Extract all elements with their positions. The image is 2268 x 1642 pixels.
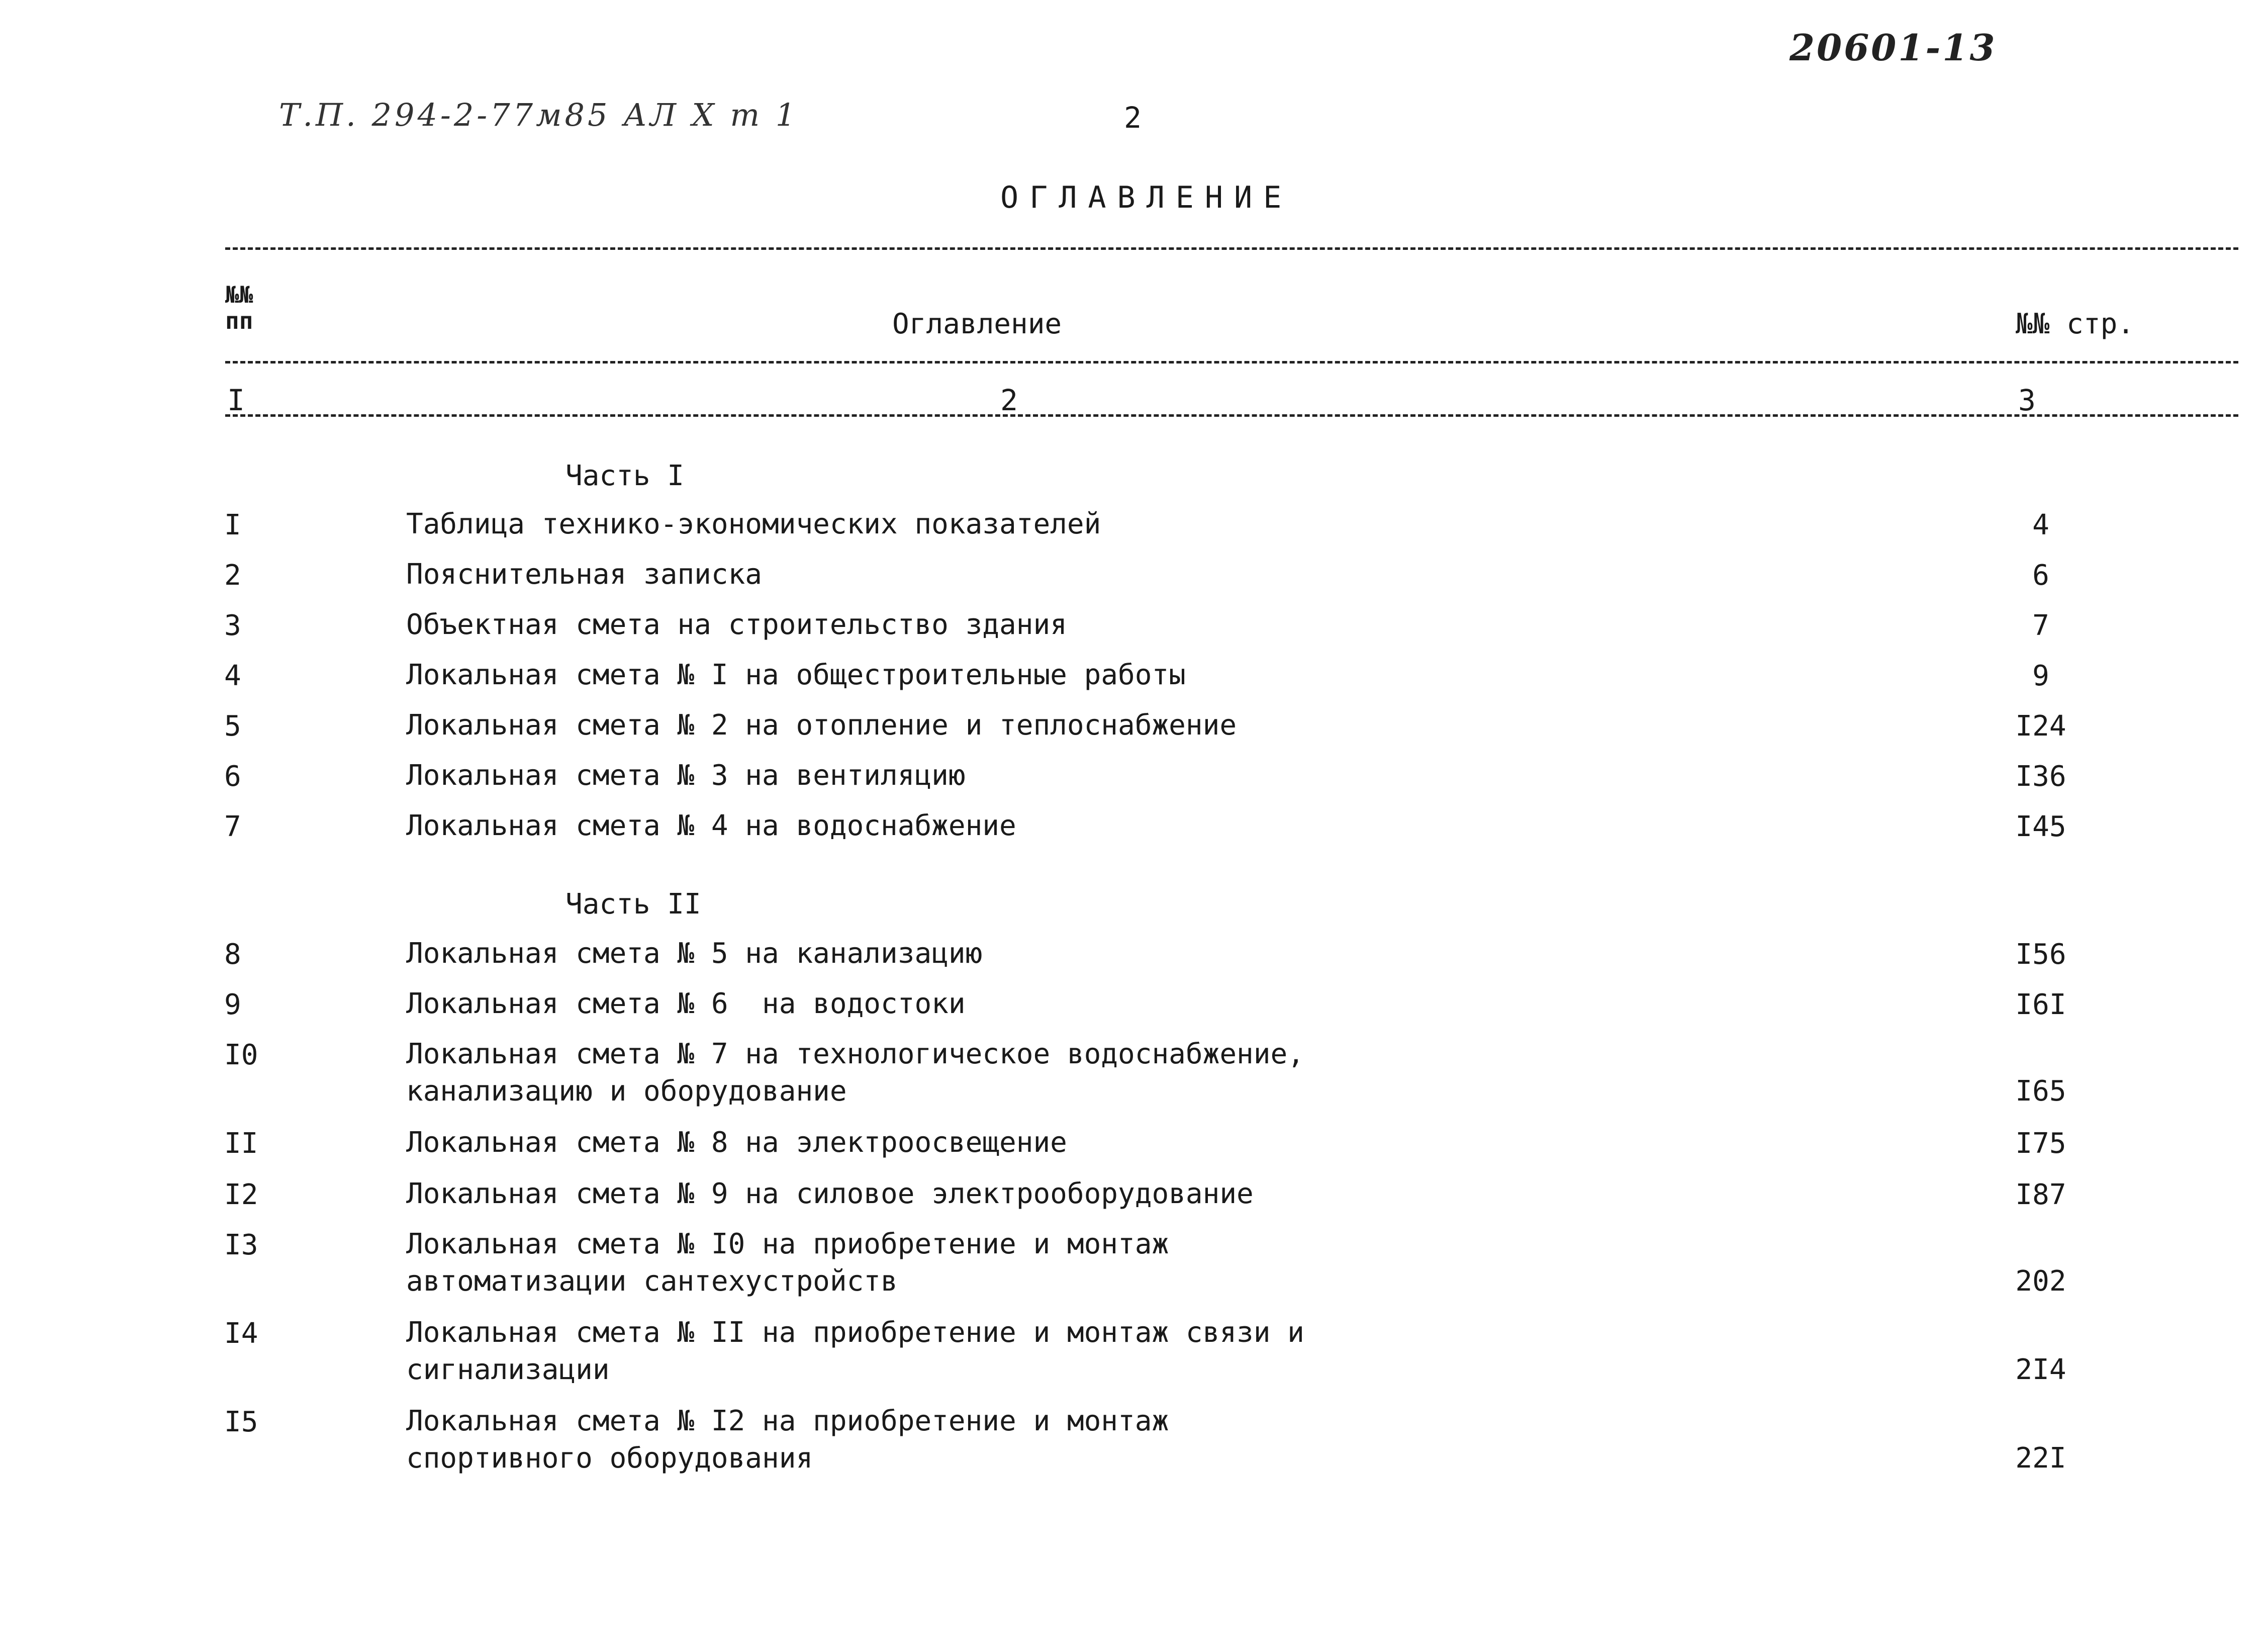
row-14-number: I4	[224, 1317, 258, 1350]
row-15-number: I5	[224, 1406, 258, 1438]
column-numbers-rule	[225, 414, 2238, 417]
row-5-number: 5	[224, 710, 241, 743]
row-8-number: 8	[224, 938, 241, 971]
column-number-1: I	[227, 383, 245, 417]
column-header-number: №№ пп	[225, 281, 253, 334]
row-6-page: I36	[2015, 760, 2066, 793]
row-6-number: 6	[224, 760, 241, 793]
row-15-title: Локальная смета № I2 на приобретение и монтаж спортивного оборудования	[406, 1405, 1169, 1475]
row-12-page: I87	[2015, 1178, 2066, 1211]
row-7-title: Локальная смета № 4 на водоснабжение	[406, 809, 1016, 842]
row-4-page: 9	[2032, 660, 2049, 692]
row-3-page: 7	[2032, 609, 2049, 642]
row-10-page: I65	[2015, 1075, 2066, 1108]
page-title: ОГЛАВЛЕНИЕ	[1000, 180, 1293, 215]
row-11-number: II	[224, 1127, 258, 1160]
row-3-title: Объектная смета на строительство здания	[406, 608, 1067, 641]
row-2-number: 2	[224, 559, 241, 592]
row-10-number: I0	[224, 1039, 258, 1071]
row-13-page: 202	[2015, 1265, 2066, 1298]
row-4-title: Локальная смета № I на общестроительные работы	[406, 659, 1186, 691]
row-12-number: I2	[224, 1178, 258, 1211]
row-6-title: Локальная смета № 3 на вентиляцию	[406, 759, 966, 792]
row-4-number: 4	[224, 660, 241, 692]
row-1-number: I	[224, 509, 241, 541]
part-1-heading: Часть I	[565, 460, 685, 492]
column-header-page: №№ стр.	[2016, 308, 2135, 340]
row-5-page: I24	[2015, 710, 2066, 743]
table-top-rule	[225, 247, 2238, 250]
row-11-title: Локальная смета № 8 на электроосвещение	[406, 1126, 1067, 1159]
part-2-heading: Часть II	[565, 888, 701, 921]
row-11-page: I75	[2015, 1127, 2066, 1160]
row-9-page: I6I	[2015, 988, 2066, 1021]
row-2-page: 6	[2032, 559, 2049, 592]
row-3-number: 3	[224, 609, 241, 642]
row-2-title: Пояснительная записка	[406, 558, 763, 591]
row-9-title: Локальная смета № 6 на водостоки	[406, 987, 966, 1020]
row-8-title: Локальная смета № 5 на канализацию	[406, 937, 983, 970]
row-1-page: 4	[2032, 509, 2049, 541]
row-13-number: I3	[224, 1229, 258, 1261]
row-14-title: Локальная смета № II на приобретение и монтаж связи и сигнализации	[406, 1316, 1304, 1386]
row-5-title: Локальная смета № 2 на отопление и теплоснабжение	[406, 709, 1237, 742]
column-number-2: 2	[1000, 383, 1018, 417]
row-13-title: Локальная смета № I0 на приобретение и монтаж автоматизации сантехустройств	[406, 1228, 1169, 1298]
row-12-title: Локальная смета № 9 на силовое электрооборудование	[406, 1177, 1254, 1210]
row-15-page: 22I	[2015, 1442, 2066, 1475]
column-number-3: 3	[2018, 383, 2036, 417]
row-9-number: 9	[224, 988, 241, 1021]
page-number: 2	[1124, 101, 1142, 135]
row-8-page: I56	[2015, 938, 2066, 971]
column-header-title: Оглавление	[892, 308, 1062, 340]
row-7-number: 7	[224, 810, 241, 843]
row-10-title: Локальная смета № 7 на технологическое водоснабжение, канализацию и оборудование	[406, 1038, 1304, 1108]
row-14-page: 2I4	[2015, 1353, 2066, 1386]
table-header-rule	[225, 361, 2238, 363]
row-1-title: Таблица технико-экономических показателей	[406, 508, 1101, 540]
document-code: Т.П. 294-2-77м85 АЛ X т 1	[279, 97, 799, 133]
row-7-page: I45	[2015, 810, 2066, 843]
archive-number: 20601-13	[1789, 26, 1997, 69]
